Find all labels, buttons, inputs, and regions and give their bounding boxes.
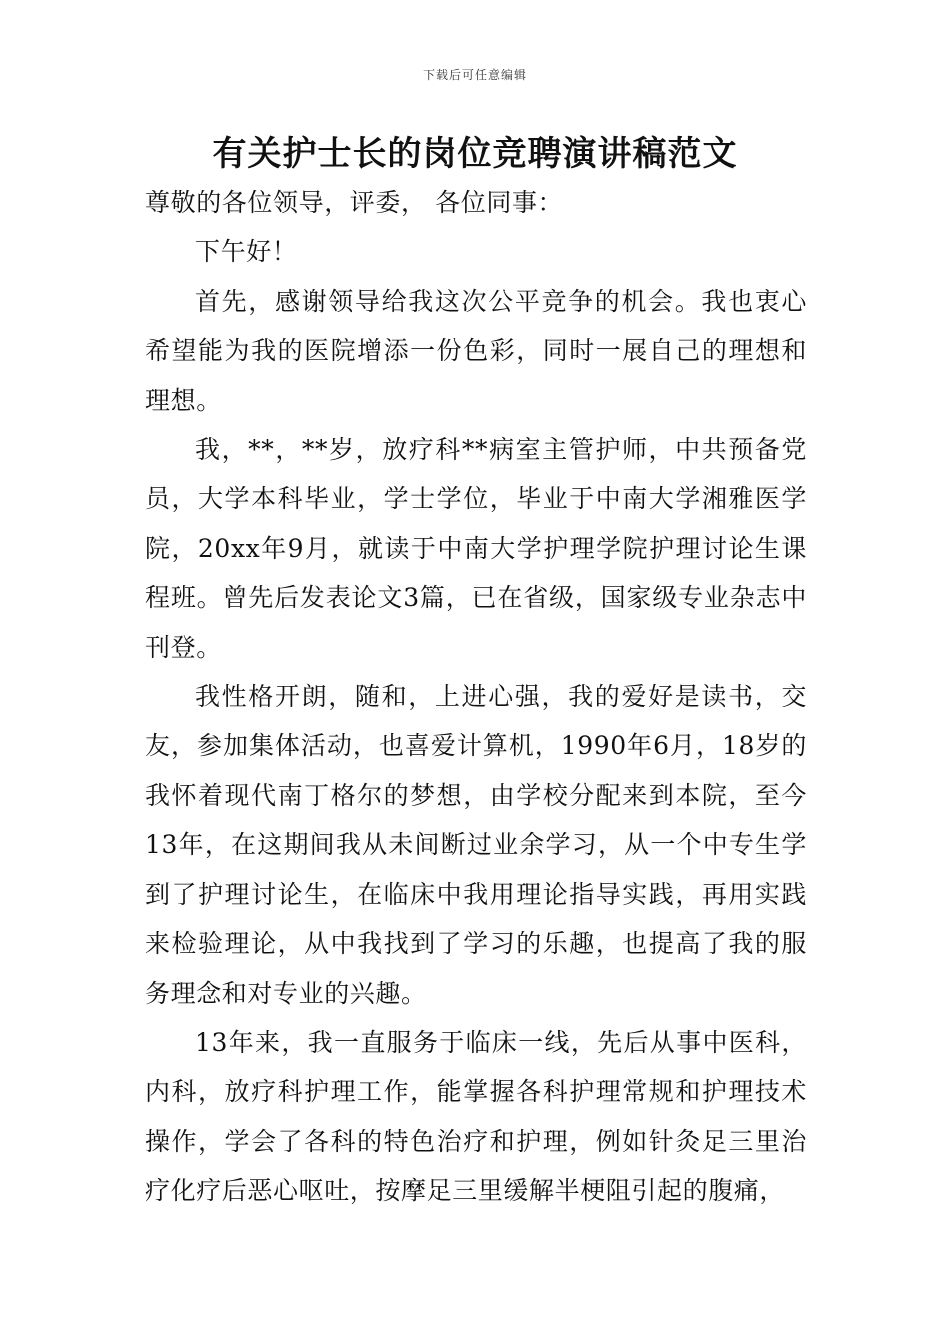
paragraph: 首先，感谢领导给我这次公平竞争的机会。我也衷心希望能为我的医院增添一份色彩，同时一展自己的理想和理想。 <box>145 286 807 415</box>
salutation: 尊敬的各位领导，评委， 各位同事： <box>145 188 564 217</box>
paragraph: 我，**，**岁，放疗科**病室主管护师，中共预备党员，大学本科毕业，学士学位，毕业于中南大学湘雅医学院，20xx年9月，就读于中南大学护理学院护理讨论生课程班。曾先后发表论文3篇，已在省级，国家级专业杂志中刊登。 <box>145 435 807 662</box>
document-body <box>145 178 807 1216</box>
paragraph: 我性格开朗，随和，上进心强，我的爱好是读书，交友，参加集体活动，也喜爱计算机，1990年6月，18岁的我怀着现代南丁格尔的梦想，由学校分配来到本院，至今13年，在这期间我从未间断过业余学习，从一个中专生学到了护理讨论生，在临床中我用理论指导实践，再用实践来检验理论，从中我找到了学习的乐趣，也提高了我的服务理念和对专业的兴趣。 <box>145 682 807 1008</box>
paragraph: 13年来，我一直服务于临床一线，先后从事中医科，内科，放疗科护理工作，能掌握各科护理常规和护理技术操作，学会了各科的特色治疗和护理，例如针灸足三里治疗化疗后恶心呕吐，按摩足三里缓解半梗阻引起的腹痛， <box>145 1027 807 1206</box>
paragraph: 下午好！ <box>195 237 298 267</box>
header-note: 下载后可任意编辑 <box>422 68 527 82</box>
document-title: 有关护士长的岗位竞聘演讲稿范文 <box>212 134 738 174</box>
